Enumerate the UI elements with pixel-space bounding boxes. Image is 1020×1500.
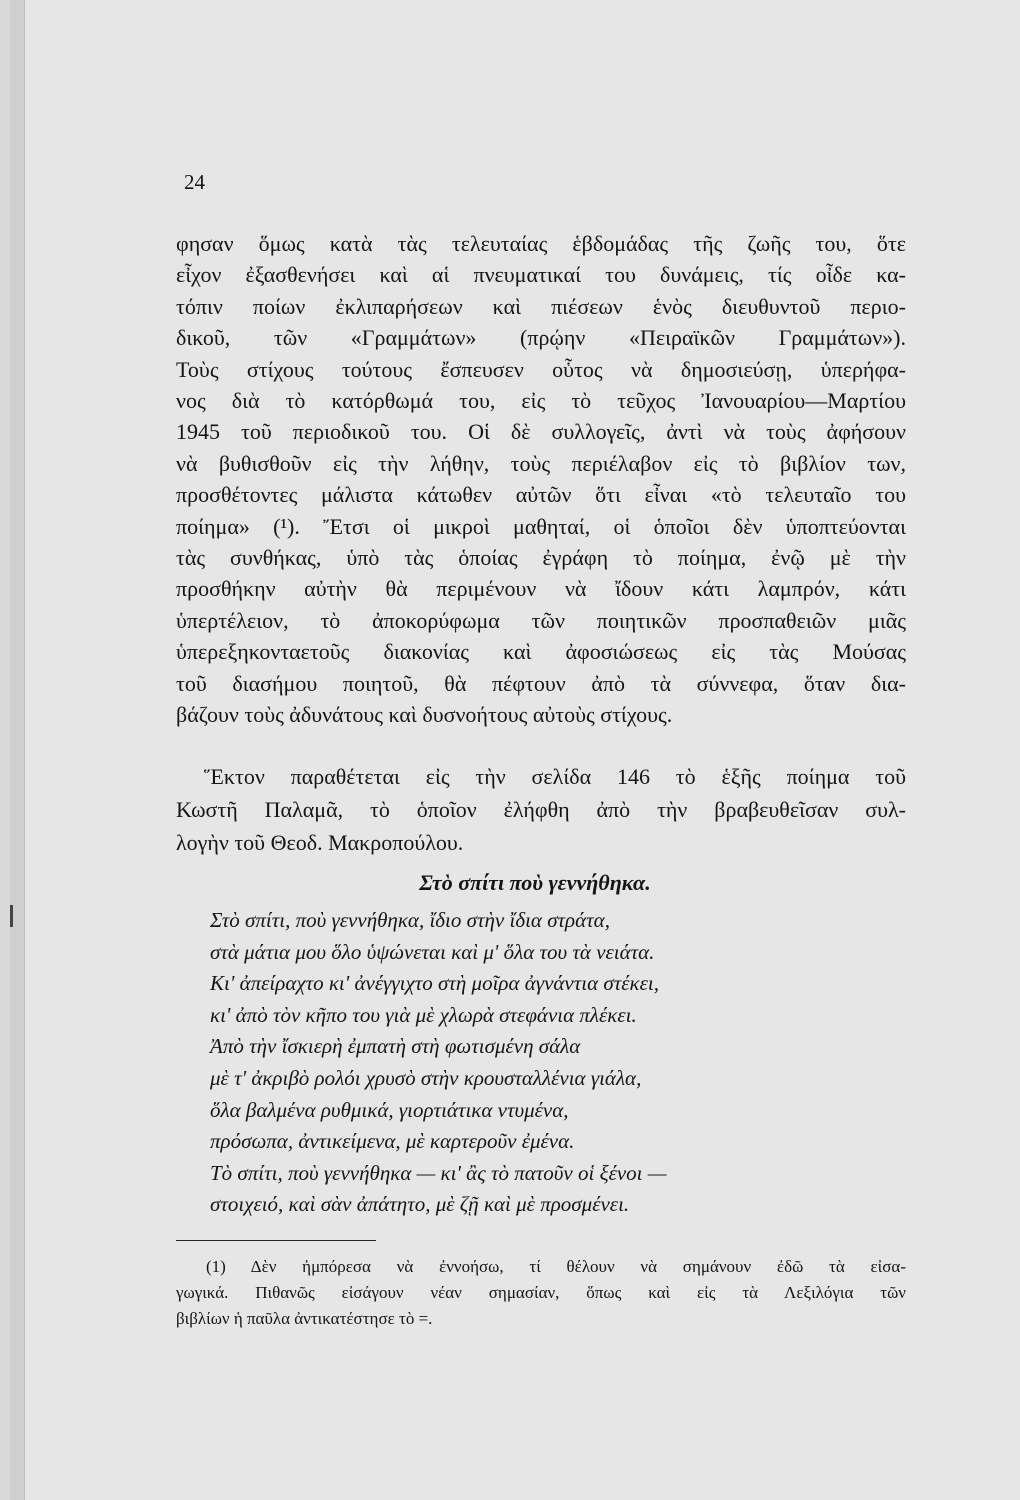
main-paragraph [176,228,906,731]
margin-mark [10,905,13,927]
book-page [10,0,1020,1500]
text-line: φησαν ὅμως κατὰ τὰς τελευταίας ἑβδομάδας τῆς ζωῆς του, ὅτε [176,231,906,256]
footnote [176,1254,906,1332]
footnote-rule [176,1240,376,1241]
poem [210,905,910,1221]
text-line: βάζουν τοὺς ἀδυνάτους καὶ δυσνοήτους αὐτοὺς στίχους. [176,702,673,728]
text-line: 1945 τοῦ περιοδικοῦ του. Οἱ δὲ συλλογεῖς, ἀντὶ νὰ τοὺς ἀφήσουν [176,419,906,445]
text-line: Τοὺς στίχους τούτους ἔσπευσεν οὗτος νὰ δημοσιεύσῃ, ὑπερήφα- [176,356,906,382]
poem-line: Ἀπὸ τὴν ἴσκιερὴ ἐμπατὴ στὴ φωτισμένη σάλα [210,1034,581,1059]
footnote-line: βιβλίων ἡ παῦλα ἀντικατέστησε τὸ =. [176,1309,433,1328]
text-line: νὰ βυθισθοῦν εἰς τὴν λήθην, τοὺς περιέλαβον εἰς τὸ βιβλίον των, [176,450,906,476]
poem-line: στοιχειό, καὶ σὰν ἀπάτητο, μὲ ζῇ καὶ μὲ προσμένει. [210,1192,630,1217]
text-line: ὑπερεξηκονταετοῦς διακονίας καὶ ἀφοσιώσεως εἰς τὰς Μούσας [176,639,906,665]
text-line: Κωστῆ Παλαμᾶ, τὸ ὁποῖον ἐλήφθη ἀπὸ τὴν βραβευθεῖσαν συλ- [176,797,906,822]
poem-line: μὲ τ' ἀκριβὸ ρολόι χρυσὸ στὴν κρουσταλλένια γιάλα, [210,1065,642,1090]
poem-line: Κι' ἀπείραχτο κι' ἀνέγγιχτο στὴ μοῖρα ἀγνάντια στέκει, [210,971,659,996]
text-line: Ἕκτον παραθέτεται εἰς τὴν σελίδα 146 τὸ ἑξῆς ποίημα τοῦ [204,764,906,789]
poem-line: κι' ἀπὸ τὸν κῆπο του γιὰ μὲ χλωρὰ στεφάνια πλέκει. [210,1002,637,1027]
poem-line: στὰ μάτια μου ὅλο ὑψώνεται καὶ μ' ὅλα του τὰ νειάτα. [210,939,655,964]
poem-line: πρόσωπα, ἀντικείμενα, μὲ καρτεροῦν ἐμένα. [210,1129,575,1154]
text-line: τὰς συνθήκας, ὑπὸ τὰς ὁποίας ἐγράφη τὸ ποίημα, ἐνῷ μὲ τὴν [176,545,906,571]
page-number: 24 [184,170,205,194]
text-line: προσθήκην αὐτὴν θὰ περιμένουν νὰ ἴδουν κάτι λαμπρόν, κάτι [176,576,906,602]
text-line: εἶχον ἐξασθενήσει καὶ αἱ πνευματικαί του δυνάμεις, τίς οἶδε κα- [176,262,906,288]
text-line: ποίημα» (¹). Ἔτσι οἱ μικροὶ μαθηταί, οἱ ὁποῖοι δὲν ὑποπτεύονται [176,513,906,539]
text-line: τόπιν ποίων ἐκλιπαρήσεων καὶ πιέσεων ἑνὸς διευθυντοῦ περιο- [176,293,906,319]
text-line: προσθέτοντες μάλιστα κάτωθεν αὐτῶν ὅτι εἶναι «τὸ τελευταῖο του [176,482,906,508]
poem-line: Τὸ σπίτι, ποὺ γεννήθηκα — κι' ἂς τὸ πατοῦν οἱ ξένοι — [210,1160,667,1185]
poem-line: Στὸ σπίτι, ποὺ γεννήθηκα, ἴδιο στὴν ἴδια στράτα, [210,908,610,932]
intro-paragraph [176,760,906,859]
text-line: ὑπερτέλειον, τὸ ἀποκορύφωμα τῶν ποιητικῶν προσπαθειῶν μιᾶς [176,607,906,633]
footnote-line: (1) Δὲν ἠμπόρεσα νὰ ἐννοήσω, τί θέλουν νὰ σημάνουν ἐδῶ τὰ εἰσα- [206,1257,906,1276]
text-line: λογὴν τοῦ Θεοδ. Μακροπούλου. [176,830,464,855]
text-line: τοῦ διασήμου ποιητοῦ, θὰ πέφτουν ἀπὸ τὰ σύννεφα, ὅταν δια- [176,670,906,696]
poem-line: ὅλα βαλμένα ρυθμικά, γιορτιάτικα ντυμένα, [210,1097,569,1122]
text-line: δικοῦ, τῶν «Γραμμάτων» (πρῴην «Πειραϊκῶν Γραμμάτων»). [176,325,906,351]
text-line: νος διὰ τὸ κατόρθωμά του, εἰς τὸ τεῦχος Ἰανουαρίου—Μαρτίου [176,388,906,414]
poem-title: Στὸ σπίτι ποὺ γεννήθηκα. [419,870,651,895]
footnote-line: γωγικά. Πιθανῶς εἰσάγουν νέαν σημασίαν, ὅπως καὶ εἰς τὰ Λεξιλόγια τῶν [176,1283,906,1302]
scan-edge [10,0,25,1500]
